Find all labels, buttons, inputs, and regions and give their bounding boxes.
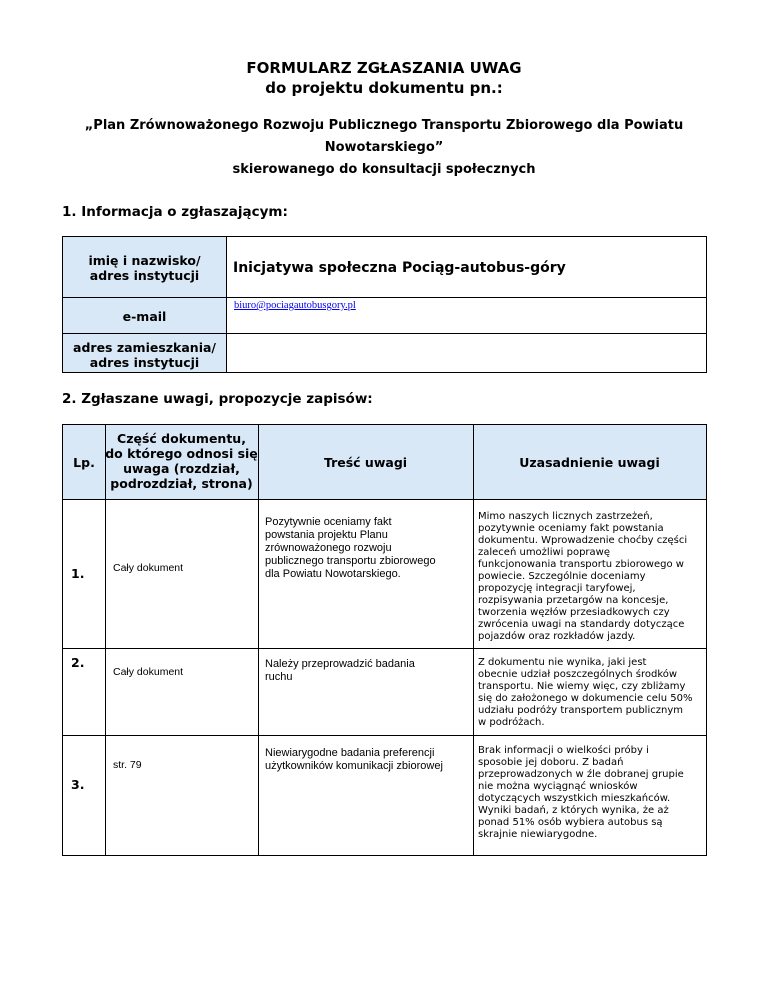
row3-justification-line: przeprowadzonych w źle dobranej grupie [478, 769, 684, 780]
row1-content-line: Pozytywnie oceniamy fakt [265, 516, 392, 528]
row1-justification-line: pozytywnie oceniamy fakt powstania [478, 523, 664, 534]
name-label-line1: imię i nazwisko/ [88, 253, 201, 268]
row1-justification-line: dokumentu. Wprowadzenie choćby części [478, 535, 688, 546]
column-content: Treść uwagi [323, 455, 408, 470]
address-label-line1: adres zamieszkania/ [73, 340, 216, 355]
submitter-table [62, 236, 707, 373]
form-subtitle: do projektu dokumentu pn.: [265, 79, 503, 97]
row3-justification-line: sposobie jej doboru. Z badań [478, 757, 624, 768]
row2-content-line: ruchu [265, 671, 293, 683]
row1-justification-line: Mimo naszych licznych zastrzeżeń, [478, 511, 653, 522]
row2-justification-line: się do założonego w dokumencie celu 50% [478, 693, 693, 704]
email-link[interactable]: biuro@pociagautobusgory.pl [234, 300, 356, 311]
column-document-part [105, 431, 258, 491]
row3-number: 3. [71, 777, 85, 792]
row3-justification-line: Brak informacji o wielkości próby i [478, 745, 649, 756]
row1-justification-line: zaleceń umożliwi poprawę [478, 547, 610, 558]
name-label-line2: adres instytucji [89, 268, 200, 283]
document-name-line1: „Plan Zrównoważonego Rozwoju Publicznego Transportu Zbiorowego dla Powiatu [84, 118, 684, 133]
comments-table [62, 424, 707, 856]
row1-content-line: powstania projektu Planu [265, 529, 388, 541]
document-name-line3: skierowanego do konsultacji społecznych [232, 162, 536, 177]
section2-heading: 2. Zgłaszane uwagi, propozycje zapisów: [62, 391, 373, 407]
row2-document-part: Cały dokument [113, 666, 184, 678]
row3-content-line: użytkowników komunikacji zbiorowej [265, 760, 443, 772]
name-label [63, 253, 226, 283]
row2-number: 2. [71, 655, 85, 670]
row3-justification-line: skrajnie niewiarygodne. [478, 829, 598, 840]
row2-justification-line: w podróżach. [478, 717, 545, 728]
name-value: Inicjatywa społeczna Pociąg-autobus-góry [233, 260, 566, 276]
row3-justification-line: nie można wyciągnąć wniosków [478, 781, 638, 792]
column-lp: Lp. [73, 455, 95, 470]
row3-content-line: Niewiarygodne badania preferencji [265, 747, 435, 759]
row2-justification-line: Z dokumentu nie wynika, jaki jest [478, 657, 647, 668]
row3-justification [478, 745, 706, 841]
row3-document-part: str. 79 [113, 759, 142, 771]
column-document-part-line2: do którego odnosi się [105, 446, 258, 461]
column-justification: Uzasadnienie uwagi [519, 455, 660, 470]
column-document-part-line3: uwaga (rozdział, [123, 461, 240, 476]
row1-justification-line: propozycję integracji taryfowej, [478, 583, 636, 594]
row2-justification-line: obecnie udział poszczególnych środków [478, 669, 678, 680]
document-name-line2: Nowotarskiego” [324, 140, 444, 155]
email-label: e-mail [122, 309, 167, 324]
row1-justification [478, 511, 706, 643]
row1-content-line: dla Powiatu Nowotarskiego. [265, 568, 401, 580]
form-title: FORMULARZ ZGŁASZANIA UWAG [246, 59, 522, 77]
row1-justification-line: zwrócenia uwagi na standardy dotyczące [478, 619, 685, 630]
row3-justification-line: Wyniki badań, z których wynika, że aż [478, 805, 669, 816]
row2-justification-line: udziału podróży transportem publicznym [478, 705, 683, 716]
row1-document-part: Cały dokument [113, 562, 184, 574]
address-label [63, 340, 226, 370]
row1-content-line: publicznego transportu zbiorowego [265, 555, 436, 567]
row1-justification-line: powiecie. Szczególnie doceniamy [478, 571, 646, 582]
row2-justification-line: transportu. Nie wiemy więc, czy zbliżamy [478, 681, 686, 692]
row3-justification-line: ponad 51% osób wybiera autobus są [478, 817, 663, 828]
row3-content [265, 747, 473, 773]
row1-justification-line: funkcjonowania transportu zbiorowego w [478, 559, 684, 570]
row2-content-line: Należy przeprowadzić badania [265, 658, 415, 670]
row1-justification-line: rozpisywania przetargów na koncesje, [478, 595, 669, 606]
row3-justification-line: dotyczących wszystkich mieszkańców. [478, 793, 671, 804]
section1-heading: 1. Informacja o zgłaszającym: [62, 204, 288, 220]
column-document-part-line1: Część dokumentu, [117, 431, 246, 446]
row1-justification-line: pojazdów oraz rozkładów jazdy. [478, 631, 636, 642]
row1-number: 1. [71, 566, 85, 581]
row1-content-line: zrównoważonego rozwoju [265, 542, 392, 554]
row1-content [265, 516, 470, 581]
row2-justification [478, 657, 706, 729]
row2-content [265, 658, 470, 684]
address-label-line2: adres instytucji [89, 355, 200, 370]
column-document-part-line4: podrozdział, strona) [110, 476, 253, 491]
row1-justification-line: tworzenia węzłów przesiadkowych czy [478, 607, 670, 618]
